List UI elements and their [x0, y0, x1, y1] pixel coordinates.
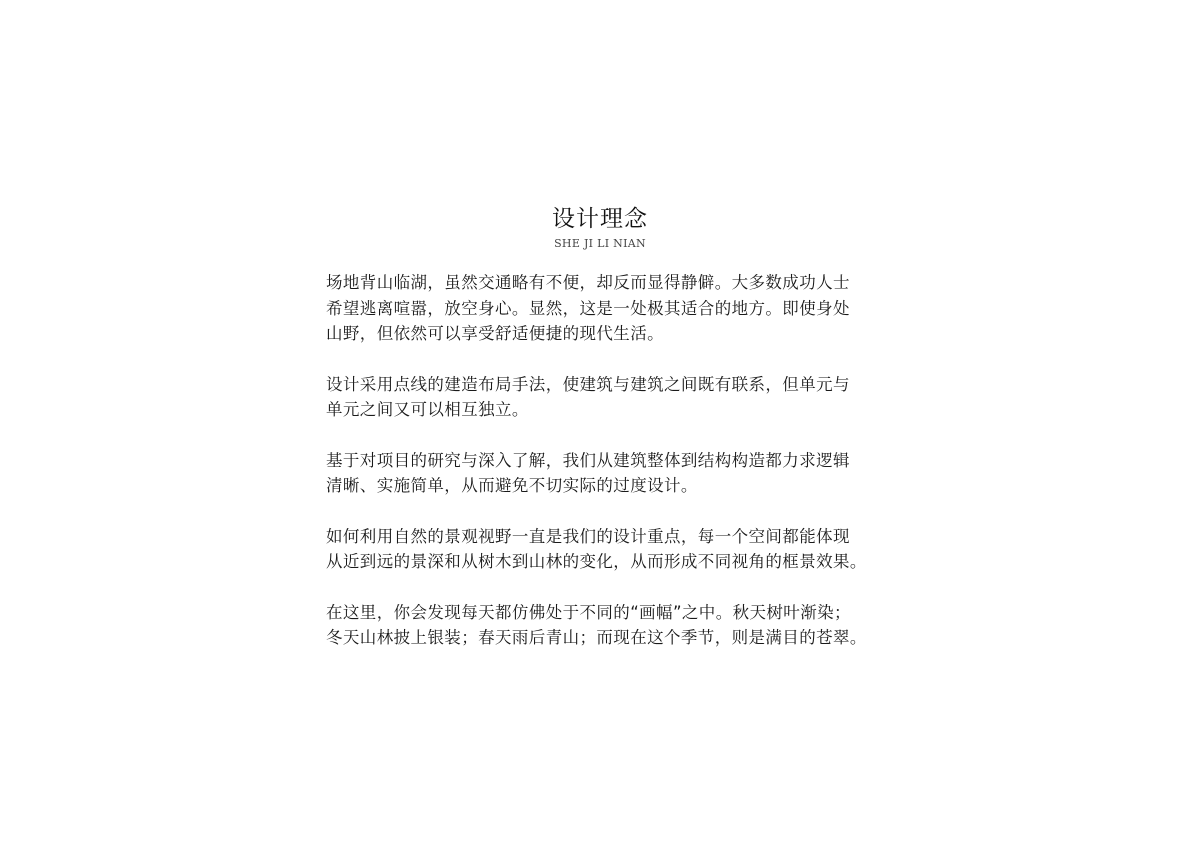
paragraph-layout [326, 372, 906, 423]
page-title: 设计理念 [552, 206, 648, 232]
paragraph-line: 单元之间又可以相互独立。 [326, 400, 529, 419]
paragraph-line: 清晰、实施简单，从而避免不切实际的过度设计。 [326, 476, 698, 495]
paragraph-line: 场地背山临湖，虽然交通略有不便，却反而显得静僻。大多数成功人士 [326, 273, 850, 292]
paragraph-line: 希望逃离喧嚣，放空身心。显然，这是一处极其适合的地方。即使身处 [326, 298, 850, 318]
page-subtitle-pinyin: SHE JI LI NIAN [554, 237, 646, 250]
paragraph-line: 如何利用自然的景观视野一直是我们的设计重点，每一个空间都能体现 [326, 526, 850, 546]
paragraph-line: 设计采用点线的建造布局手法，使建筑与建筑之间既有联系，但单元与 [326, 374, 850, 394]
paragraph-site [326, 270, 906, 347]
paragraph-seasons [326, 600, 906, 651]
paragraph-line: 从近到远的景深和从树木到山林的变化，从而形成不同视角的框景效果。 [326, 552, 867, 571]
paragraph-line: 冬天山林披上银装；春天雨后青山；而现在这个季节，则是满目的苍翠。 [326, 628, 867, 647]
paragraph-line: 基于对项目的研究与深入了解，我们从建筑整体到结构构造都力求逻辑 [326, 450, 850, 470]
paragraph-logic [326, 448, 906, 499]
page-header [0, 204, 1200, 251]
paragraph-views [326, 524, 906, 575]
paragraph-line: 山野，但依然可以享受舒适便捷的现代生活。 [326, 324, 664, 343]
paragraph-line: 在这里，你会发现每天都仿佛处于不同的“画幅”之中。秋天树叶渐染； [326, 602, 851, 622]
body-text [326, 270, 906, 676]
